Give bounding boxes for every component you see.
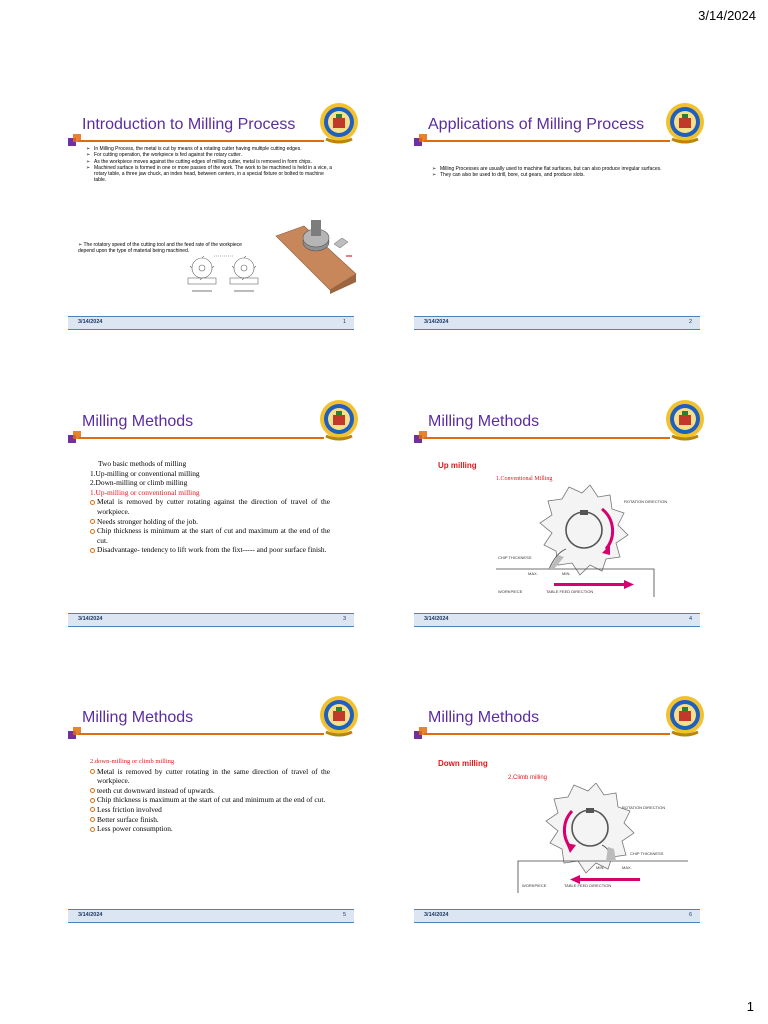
page-date: 3/14/2024 xyxy=(698,8,756,23)
bullet-item: ➢ Milling Processes are usually used to machine flat surfaces, but can also produce irregular surfaces. xyxy=(432,166,680,172)
slide-3 xyxy=(68,397,354,627)
max-label: MAX. xyxy=(622,865,632,870)
slide-number: 3 xyxy=(342,616,346,622)
max-label: MAX. xyxy=(528,571,538,576)
footer-date: 3/14/2024 xyxy=(424,319,449,325)
down-milling-diagram xyxy=(510,783,690,893)
bullet-list xyxy=(86,146,334,184)
slide-subtitle: Down milling xyxy=(438,759,488,768)
rotation-label: ROTATION DIRECTION xyxy=(624,499,668,504)
slide-footer xyxy=(414,613,700,627)
slide-bullet-marker-icon xyxy=(414,134,428,148)
point-item: Chip thickness is minimum at the start of cut and maximum at the end of the cut. xyxy=(90,526,330,545)
page-number: 1 xyxy=(746,999,754,1014)
point-item: Less friction involved xyxy=(90,805,330,815)
slide-title: Milling Methods xyxy=(428,413,540,430)
footer-date: 3/14/2024 xyxy=(424,616,449,622)
list-line: Two basic methods of milling xyxy=(98,459,187,468)
point-item: Metal is removed by cutter rotating in the same direction of travel of the workpiece. xyxy=(90,767,330,786)
title-rule xyxy=(78,437,324,439)
institute-logo-icon xyxy=(318,693,360,739)
slide-bullet-marker-icon xyxy=(68,431,82,445)
point-item: Chip thickness is maximum at the start of cut and minimum at the end of cut. xyxy=(90,795,330,805)
list-line: 1.Up-milling or conventional milling xyxy=(90,468,200,478)
bullet-list xyxy=(432,166,680,179)
slide-1 xyxy=(68,100,354,330)
min-label: MIN. xyxy=(596,865,605,870)
slide-title: Introduction to Milling Process xyxy=(82,116,296,133)
slide-number: 2 xyxy=(688,319,692,325)
title-rule xyxy=(424,140,670,142)
point-item: Metal is removed by cutter rotating against the direction of travel of the workpiece. xyxy=(90,497,330,516)
footer-date: 3/14/2024 xyxy=(424,912,449,918)
bullet-item: ➢ For cutting operation, the workpiece is fed against the rotary cutter. xyxy=(86,152,334,158)
title-rule xyxy=(424,437,670,439)
chip-label: CHIP THICKNESS xyxy=(630,851,664,856)
bullet-item: ➢ As the workpiece moves against the cutting edges of milling cutter, metal is removed in form chips. xyxy=(86,159,334,165)
slide-bullet-marker-icon xyxy=(414,727,428,741)
slide-bullet-marker-icon xyxy=(68,134,82,148)
workpiece-label: WORKPIECE xyxy=(498,589,523,594)
slide-title: Milling Methods xyxy=(428,709,540,726)
slide-number: 5 xyxy=(342,912,346,918)
point-item: teeth cut downward instead of upwards. xyxy=(90,786,330,796)
slide-2 xyxy=(414,100,700,330)
slide-5 xyxy=(68,693,354,923)
list-line-heading: 2.down-milling or climb milling xyxy=(90,758,175,765)
milling-machine-illustration xyxy=(274,218,358,294)
point-item: Needs stronger holding of the job. xyxy=(90,517,330,527)
slide-bullet-marker-icon xyxy=(414,431,428,445)
point-item: Better surface finish. xyxy=(90,815,330,825)
title-rule xyxy=(78,733,324,735)
slide-title: Milling Methods xyxy=(82,413,194,430)
institute-logo-icon xyxy=(664,397,706,443)
slide-6 xyxy=(414,693,700,923)
bullet-item: ➢ In Milling Process, the metal is cut by means of a rotating cutter having multiple cutting edges. xyxy=(86,146,334,152)
footer-date: 3/14/2024 xyxy=(78,319,103,325)
chip-label: CHIP THICKNESS xyxy=(498,555,532,560)
point-item: Less power consumption. xyxy=(90,824,330,834)
arrow-icon: ➢ xyxy=(78,242,84,248)
bullet-item: ➢ Machined surface is formed in one or more passes of the work. The work to be machined is held in a vice, a rotary table, a three jaw chuck, an index head, between centers, in a special fixture or bolted to machine table. xyxy=(86,165,334,184)
diagram-title: 2.Climb milling xyxy=(508,775,548,781)
title-rule xyxy=(78,140,324,142)
slide-subtitle: Up milling xyxy=(438,461,477,470)
slide-number: 1 xyxy=(342,319,346,325)
institute-logo-icon xyxy=(664,693,706,739)
title-rule xyxy=(424,733,670,735)
institute-logo-icon xyxy=(318,397,360,443)
up-milling-diagram xyxy=(494,483,694,597)
slide-footer xyxy=(68,613,354,627)
milling-cutter-illustration xyxy=(184,236,274,308)
methods-list xyxy=(90,459,330,555)
slide-footer xyxy=(68,316,354,330)
feed-label: TABLE FEED DIRECTION xyxy=(546,589,594,594)
footer-date: 3/14/2024 xyxy=(78,616,103,622)
slide-footer xyxy=(68,909,354,923)
bullet-item: ➢ They can also be used to drill, bore, cut gears, and produce slots. xyxy=(432,172,680,178)
institute-logo-icon xyxy=(664,100,706,146)
diagram-title: 1.Conventional Milling xyxy=(496,476,553,482)
slide-footer xyxy=(414,909,700,923)
slide-title: Milling Methods xyxy=(82,709,194,726)
list-line: 2.Down-milling or climb milling xyxy=(90,478,188,488)
down-milling-list xyxy=(90,757,330,834)
institute-logo-icon xyxy=(318,100,360,146)
rotation-label: ROTATION DIRECTION xyxy=(622,805,666,810)
min-label: MIN. xyxy=(562,571,571,576)
workpiece-label: WORKPIECE xyxy=(522,883,547,888)
speed-note-text: The rotatory speed of the cutting tool and the feed rate of the workpiece depend upon the type of material being machined. xyxy=(78,242,242,255)
slide-title: Applications of Milling Process xyxy=(428,116,645,133)
slide-footer xyxy=(414,316,700,330)
slide-bullet-marker-icon xyxy=(68,727,82,741)
slide-number: 6 xyxy=(688,912,692,918)
footer-date: 3/14/2024 xyxy=(78,912,103,918)
slide-4 xyxy=(414,397,700,627)
list-line-heading: 1.Up-milling or conventional milling xyxy=(90,487,200,497)
point-item: Disadvantage- tendency to lift work from the fixt----- and poor surface finish. xyxy=(90,545,330,555)
feed-label: TABLE FEED DIRECTION xyxy=(564,883,612,888)
slide-number: 4 xyxy=(688,616,692,622)
